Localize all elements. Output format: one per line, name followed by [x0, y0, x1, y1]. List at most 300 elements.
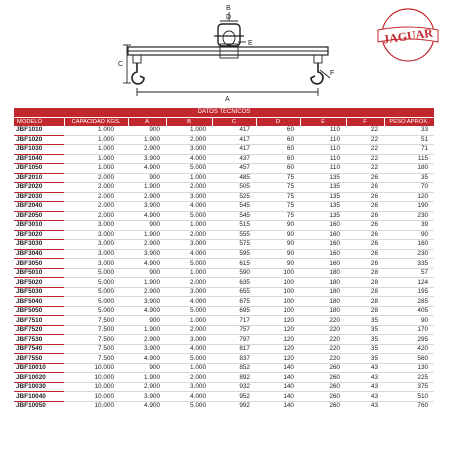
value-cell: 1.900 [128, 135, 166, 145]
table-row [14, 211, 434, 221]
value-cell: 130 [384, 363, 434, 373]
value-cell: 75 [256, 202, 300, 212]
value-cell: 1.000 [166, 268, 212, 278]
value-cell: 3.000 [64, 221, 128, 231]
value-cell: 124 [384, 278, 434, 288]
value-cell: 2.900 [128, 382, 166, 392]
value-cell: 3.000 [166, 192, 212, 202]
value-cell: 5.000 [64, 268, 128, 278]
value-cell: 4.000 [166, 297, 212, 307]
table-row [14, 135, 434, 145]
table-row [14, 354, 434, 364]
value-cell: 43 [346, 373, 384, 383]
value-cell: 160 [300, 240, 346, 250]
column-header: C [212, 117, 256, 126]
value-cell: 220 [300, 354, 346, 364]
label-c: C [118, 61, 124, 68]
value-cell: 90 [384, 230, 434, 240]
value-cell: 2.000 [166, 373, 212, 383]
value-cell: 635 [212, 278, 256, 288]
value-cell: 5.000 [166, 259, 212, 269]
value-cell: 555 [212, 230, 256, 240]
model-cell: JBF10040 [14, 392, 64, 402]
value-cell: 595 [212, 249, 256, 259]
value-cell: 3.000 [166, 145, 212, 155]
label-e: E [248, 40, 253, 47]
value-cell: 90 [256, 249, 300, 259]
value-cell: 22 [346, 135, 384, 145]
table-row [14, 221, 434, 231]
value-cell: 160 [300, 221, 346, 231]
table-row [14, 192, 434, 202]
table-row [14, 173, 434, 183]
value-cell: 1.900 [128, 183, 166, 193]
value-cell: 3.000 [166, 287, 212, 297]
value-cell: 110 [300, 164, 346, 174]
value-cell: 180 [300, 278, 346, 288]
value-cell: 7.500 [64, 325, 128, 335]
model-cell: JBF3040 [14, 249, 64, 259]
model-cell: JBF10050 [16, 402, 46, 410]
value-cell: 35 [346, 354, 384, 364]
value-cell: 71 [384, 145, 434, 155]
table-row [14, 363, 434, 373]
value-cell: 2.900 [128, 240, 166, 250]
value-cell: 4.900 [128, 259, 166, 269]
value-cell: 5.000 [64, 297, 128, 307]
value-cell: 70 [384, 183, 434, 193]
table-row [14, 297, 434, 307]
value-cell: 4.000 [166, 154, 212, 164]
value-cell: 5.000 [166, 164, 212, 174]
value-cell: 405 [384, 306, 434, 316]
value-cell: 525 [212, 192, 256, 202]
value-cell: 115 [384, 154, 434, 164]
table-row [14, 392, 434, 402]
value-cell: 26 [346, 240, 384, 250]
value-cell: 932 [212, 382, 256, 392]
value-cell: 28 [346, 297, 384, 307]
table-row [14, 401, 434, 410]
table-row [14, 164, 434, 174]
value-cell: 545 [212, 202, 256, 212]
value-cell: 3.900 [128, 344, 166, 354]
model-cell: JBF1030 [14, 145, 64, 155]
value-cell: 120 [256, 344, 300, 354]
value-cell: 2.000 [166, 135, 212, 145]
model-cell: JBF7540 [14, 344, 64, 354]
value-cell: 892 [212, 373, 256, 383]
table-row [14, 249, 434, 259]
value-cell: 220 [300, 344, 346, 354]
value-cell: 120 [256, 316, 300, 326]
table-row [14, 154, 434, 164]
value-cell: 510 [384, 392, 434, 402]
value-cell: 75 [256, 173, 300, 183]
value-cell: 26 [346, 221, 384, 231]
model-cell: JBF5050 [14, 306, 64, 316]
value-cell: 22 [346, 154, 384, 164]
value-cell: 195 [384, 287, 434, 297]
value-cell: 797 [212, 335, 256, 345]
value-cell: 22 [346, 126, 384, 135]
model-cell: JBF2020 [14, 183, 64, 193]
model-cell: JBF3030 [14, 240, 64, 250]
value-cell: 1.900 [128, 325, 166, 335]
value-cell: 3.900 [128, 154, 166, 164]
value-cell: 260 [300, 373, 346, 383]
value-cell: 60 [256, 154, 300, 164]
model-cell: JBF7520 [14, 325, 64, 335]
value-cell: 26 [346, 259, 384, 269]
model-cell: JBF7550 [14, 354, 64, 364]
value-cell: 100 [256, 268, 300, 278]
jaguar-logo [0, 0, 450, 108]
value-cell: 992 [239, 402, 250, 410]
value-cell: 10.000 [64, 363, 128, 373]
value-cell: 900 [128, 221, 166, 231]
value-cell: 75 [256, 211, 300, 221]
value-cell: 170 [384, 325, 434, 335]
value-cell: 100 [256, 278, 300, 288]
table-row [14, 287, 434, 297]
value-cell: 545 [212, 211, 256, 221]
value-cell: 7.500 [64, 335, 128, 345]
value-cell: 590 [212, 268, 256, 278]
value-cell: 295 [384, 335, 434, 345]
value-cell: 90 [256, 221, 300, 231]
value-cell: 135 [300, 211, 346, 221]
value-cell: 837 [212, 354, 256, 364]
value-cell: 120 [256, 354, 300, 364]
value-cell: 2.000 [166, 325, 212, 335]
value-cell: 180 [300, 297, 346, 307]
value-cell: 1.000 [64, 154, 128, 164]
value-cell: 615 [212, 259, 256, 269]
value-cell: 110 [300, 154, 346, 164]
table-header-row [14, 117, 434, 126]
table-row [14, 344, 434, 354]
value-cell: 852 [212, 363, 256, 373]
value-cell: 180 [384, 164, 434, 174]
value-cell: 655 [212, 287, 256, 297]
value-cell: 10.000 [64, 373, 128, 383]
technical-data-table [14, 108, 435, 411]
model-cell: JBF7530 [14, 335, 64, 345]
value-cell: 437 [212, 154, 256, 164]
column-header: D [256, 117, 300, 126]
value-cell: 4.900 [128, 164, 166, 174]
model-cell: JBF10030 [14, 382, 64, 392]
value-cell: 26 [346, 249, 384, 259]
value-cell: 3.900 [128, 202, 166, 212]
value-cell: 26 [346, 173, 384, 183]
value-cell: 485 [212, 173, 256, 183]
value-cell: 3.000 [64, 240, 128, 250]
value-cell: 375 [384, 382, 434, 392]
value-cell: 160 [300, 259, 346, 269]
model-cell: JBF1050 [14, 164, 64, 174]
model-cell: JBF5020 [14, 278, 64, 288]
value-cell: 90 [384, 316, 434, 326]
value-cell: 7.500 [64, 316, 128, 326]
value-cell: 3.900 [128, 249, 166, 259]
value-cell: 2.900 [128, 192, 166, 202]
column-header: PESO APROX. [384, 117, 434, 126]
model-cell: JBF5040 [14, 297, 64, 307]
value-cell: 26 [346, 230, 384, 240]
value-cell: 3.000 [64, 259, 128, 269]
value-cell: 140 [256, 382, 300, 392]
value-cell: 3.000 [166, 382, 212, 392]
value-cell: 505 [212, 183, 256, 193]
value-cell: 160 [300, 230, 346, 240]
model-cell: JBF1010 [14, 126, 64, 135]
value-cell: 140 [283, 402, 294, 410]
value-cell: 417 [212, 145, 256, 155]
value-cell: 180 [300, 268, 346, 278]
value-cell: 260 [300, 363, 346, 373]
value-cell: 60 [256, 135, 300, 145]
table-row [14, 335, 434, 345]
model-cell: JBF3050 [14, 259, 64, 269]
value-cell: 135 [300, 202, 346, 212]
value-cell: 260 [329, 402, 340, 410]
value-cell: 2.000 [166, 183, 212, 193]
value-cell: 26 [346, 211, 384, 221]
value-cell: 160 [384, 240, 434, 250]
value-cell: 60 [256, 164, 300, 174]
value-cell: 260 [300, 392, 346, 402]
value-cell: 2.000 [64, 173, 128, 183]
value-cell: 575 [212, 240, 256, 250]
model-cell: JBF3010 [14, 221, 64, 231]
value-cell: 4.900 [144, 402, 160, 410]
value-cell: 417 [212, 135, 256, 145]
table-row [14, 268, 434, 278]
table-row [14, 316, 434, 326]
table-row [14, 183, 434, 193]
value-cell: 4.000 [166, 344, 212, 354]
value-cell: 75 [256, 183, 300, 193]
value-cell: 140 [256, 392, 300, 402]
column-header: CAPACIDAD KGS. [64, 117, 128, 126]
value-cell: 3.000 [64, 249, 128, 259]
value-cell: 220 [300, 316, 346, 326]
table-row [14, 145, 434, 155]
table-row [14, 202, 434, 212]
value-cell: 2.000 [64, 202, 128, 212]
value-cell: 260 [300, 382, 346, 392]
logo-text: JAGUAR [382, 25, 434, 47]
table-row [14, 259, 434, 269]
value-cell: 1.000 [166, 173, 212, 183]
model-cell: JBF3020 [14, 230, 64, 240]
value-cell: 4.000 [166, 392, 212, 402]
value-cell: 335 [384, 259, 434, 269]
column-header: A [128, 117, 166, 126]
value-cell: 35 [346, 325, 384, 335]
table-row [14, 230, 434, 240]
value-cell: 420 [384, 344, 434, 354]
table-row [14, 126, 434, 135]
value-cell: 225 [384, 373, 434, 383]
value-cell: 1.900 [128, 373, 166, 383]
value-cell: 135 [300, 192, 346, 202]
value-cell: 560 [384, 354, 434, 364]
model-cell: JBF2050 [14, 211, 64, 221]
table-row [14, 382, 434, 392]
value-cell: 1.000 [64, 145, 128, 155]
value-cell: 2.900 [128, 287, 166, 297]
value-cell: 100 [256, 287, 300, 297]
value-cell: 230 [384, 249, 434, 259]
model-cell: JBF2010 [14, 173, 64, 183]
model-cell: JBF2030 [14, 192, 64, 202]
value-cell: 180 [300, 306, 346, 316]
value-cell: 90 [256, 240, 300, 250]
value-cell: 10.000 [64, 392, 128, 402]
value-cell: 180 [300, 287, 346, 297]
value-cell: 35 [346, 335, 384, 345]
value-cell: 43 [370, 402, 378, 410]
value-cell: 900 [128, 363, 166, 373]
value-cell: 120 [256, 335, 300, 345]
value-cell: 3.000 [166, 240, 212, 250]
model-cell: JBF5030 [14, 287, 64, 297]
value-cell: 26 [346, 192, 384, 202]
value-cell: 1.900 [128, 230, 166, 240]
model-cell: JBF1040 [14, 154, 64, 164]
value-cell: 2.000 [64, 211, 128, 221]
value-cell: 675 [212, 297, 256, 307]
value-cell: 100 [256, 306, 300, 316]
value-cell: 1.000 [166, 221, 212, 231]
value-cell: 5.000 [64, 306, 128, 316]
value-cell: 90 [256, 230, 300, 240]
value-cell: 4.000 [166, 249, 212, 259]
value-cell: 28 [346, 278, 384, 288]
value-cell: 57 [384, 268, 434, 278]
value-cell: 160 [300, 249, 346, 259]
value-cell: 5.000 [190, 402, 206, 410]
table-row [14, 306, 434, 316]
value-cell: 90 [256, 259, 300, 269]
value-cell: 120 [384, 192, 434, 202]
value-cell: 140 [256, 363, 300, 373]
value-cell: 817 [212, 344, 256, 354]
value-cell: 39 [384, 221, 434, 231]
table-row [14, 373, 434, 383]
value-cell: 2.000 [64, 192, 128, 202]
value-cell: 5.000 [64, 278, 128, 288]
value-cell: 120 [256, 325, 300, 335]
value-cell: 60 [256, 126, 300, 135]
column-header: MODELO [14, 117, 64, 126]
value-cell: 900 [128, 268, 166, 278]
value-cell: 10.000 [94, 402, 114, 410]
value-cell: 22 [346, 164, 384, 174]
value-cell: 43 [346, 363, 384, 373]
value-cell: 10.000 [64, 382, 128, 392]
value-cell: 1.000 [166, 126, 212, 135]
value-cell: 7.500 [64, 344, 128, 354]
table-row [14, 325, 434, 335]
label-a: A [225, 96, 230, 103]
value-cell: 75 [256, 192, 300, 202]
value-cell: 190 [384, 202, 434, 212]
value-cell: 1.000 [166, 363, 212, 373]
value-cell: 2.900 [128, 145, 166, 155]
column-header: F [346, 117, 384, 126]
value-cell: 33 [384, 126, 434, 135]
value-cell: 28 [346, 268, 384, 278]
value-cell: 35 [384, 173, 434, 183]
value-cell: 26 [346, 183, 384, 193]
value-cell: 110 [300, 145, 346, 155]
value-cell: 60 [256, 145, 300, 155]
table-row [14, 278, 434, 288]
value-cell: 1.000 [64, 126, 128, 135]
value-cell: 757 [212, 325, 256, 335]
model-cell: JBF5010 [14, 268, 64, 278]
value-cell: 3.000 [166, 335, 212, 345]
value-cell: 7.500 [64, 354, 128, 364]
value-cell: 220 [300, 325, 346, 335]
value-cell: 22 [346, 145, 384, 155]
value-cell: 2.000 [166, 278, 212, 288]
value-cell: 515 [212, 221, 256, 231]
value-cell: 900 [128, 173, 166, 183]
value-cell: 43 [346, 382, 384, 392]
table-title: DATOS TÉCNICOS [14, 108, 434, 117]
value-cell: 51 [384, 135, 434, 145]
value-cell: 285 [384, 297, 434, 307]
value-cell: 5.000 [166, 354, 212, 364]
value-cell: 1.000 [64, 164, 128, 174]
value-cell: 5.000 [166, 306, 212, 316]
value-cell: 695 [212, 306, 256, 316]
value-cell: 717 [212, 316, 256, 326]
model-cell: JBF2040 [14, 202, 64, 212]
value-cell: 3.000 [64, 230, 128, 240]
value-cell: 3.900 [128, 392, 166, 402]
label-b: B [226, 5, 231, 12]
value-cell: 110 [300, 126, 346, 135]
value-cell: 5.000 [166, 211, 212, 221]
column-header: B [166, 117, 212, 126]
value-cell: 4.900 [128, 306, 166, 316]
column-header: E [300, 117, 346, 126]
value-cell: 1.000 [64, 135, 128, 145]
model-cell: JBF10010 [14, 363, 64, 373]
value-cell: 417 [212, 126, 256, 135]
value-cell: 35 [346, 344, 384, 354]
value-cell: 4.900 [128, 211, 166, 221]
value-cell: 5.000 [64, 287, 128, 297]
value-cell: 26 [346, 202, 384, 212]
value-cell: 4.900 [128, 354, 166, 364]
value-cell: 4.000 [166, 202, 212, 212]
table-row [14, 240, 434, 250]
model-cell: JBF1020 [14, 135, 64, 145]
value-cell: 1.900 [128, 278, 166, 288]
value-cell: 43 [346, 392, 384, 402]
value-cell: 1.000 [166, 316, 212, 326]
value-cell: 28 [346, 306, 384, 316]
value-cell: 35 [346, 316, 384, 326]
value-cell: 2.900 [128, 335, 166, 345]
